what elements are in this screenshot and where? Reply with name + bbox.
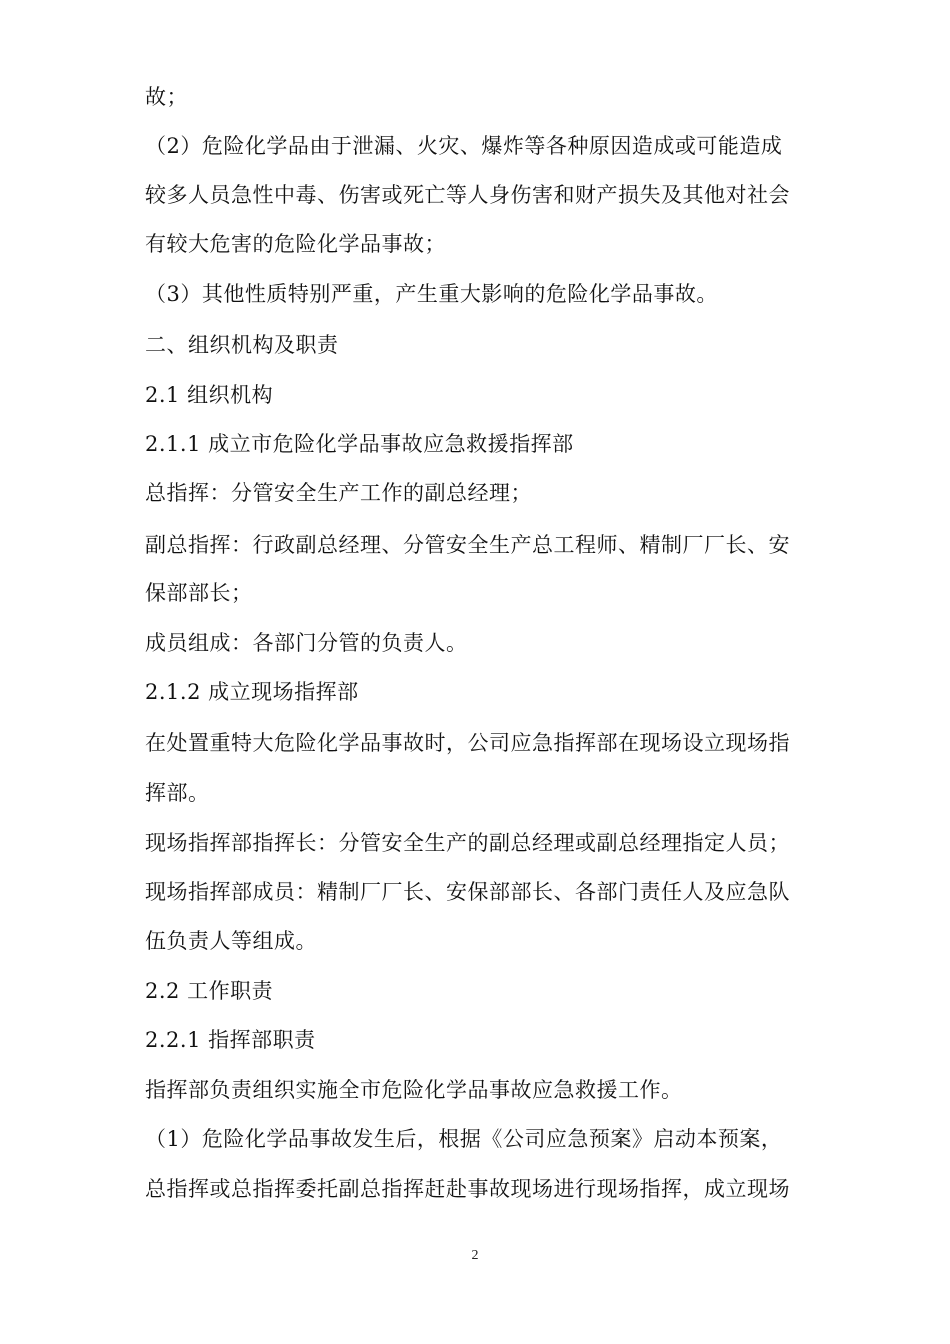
text-line: 有较大危害的危险化学品事故； — [145, 232, 446, 256]
subsection-heading: 2.1 组织机构 — [145, 383, 274, 407]
text-line: 保部部长； — [145, 581, 253, 605]
text-line: （1）危险化学品事故发生后，根据《公司应急预案》启动本预案， — [145, 1127, 783, 1151]
section-heading: 二、组织机构及职责 — [145, 333, 339, 357]
subsection-heading: 2.2 工作职责 — [145, 979, 274, 1003]
text-line: 成员组成：各部门分管的负责人。 — [145, 631, 468, 655]
text-line: （2）危险化学品由于泄漏、火灾、爆炸等各种原因造成或可能造成 — [145, 134, 783, 158]
page-number: 2 — [471, 1248, 479, 1263]
text-line: 总指挥或总指挥委托副总指挥赶赴事故现场进行现场指挥，成立现场 — [145, 1177, 790, 1201]
text-line: 故； — [145, 85, 188, 109]
text-line: 在处置重特大危险化学品事故时，公司应急指挥部在现场设立现场指 — [145, 731, 790, 755]
subsection-heading: 2.1.2 成立现场指挥部 — [145, 680, 359, 704]
text-line: 总指挥：分管安全生产工作的副总经理； — [145, 481, 532, 505]
text-line: 现场指挥部指挥长：分管安全生产的副总经理或副总经理指定人员； — [145, 831, 790, 855]
text-line: （3）其他性质特别严重，产生重大影响的危险化学品事故。 — [145, 282, 718, 306]
text-line: 伍负责人等组成。 — [145, 929, 317, 953]
subsection-heading: 2.1.1 成立市危险化学品事故应急救援指挥部 — [145, 432, 574, 456]
text-line: 较多人员急性中毒、伤害或死亡等人身伤害和财产损失及其他对社会 — [145, 183, 790, 207]
text-line: 指挥部负责组织实施全市危险化学品事故应急救援工作。 — [145, 1078, 683, 1102]
text-line: 现场指挥部成员：精制厂厂长、安保部部长、各部门责任人及应急队 — [145, 880, 790, 904]
text-line: 挥部。 — [145, 781, 210, 805]
subsection-heading: 2.2.1 指挥部职责 — [145, 1028, 316, 1052]
text-line: 副总指挥：行政副总经理、分管安全生产总工程师、精制厂厂长、安 — [145, 533, 790, 557]
